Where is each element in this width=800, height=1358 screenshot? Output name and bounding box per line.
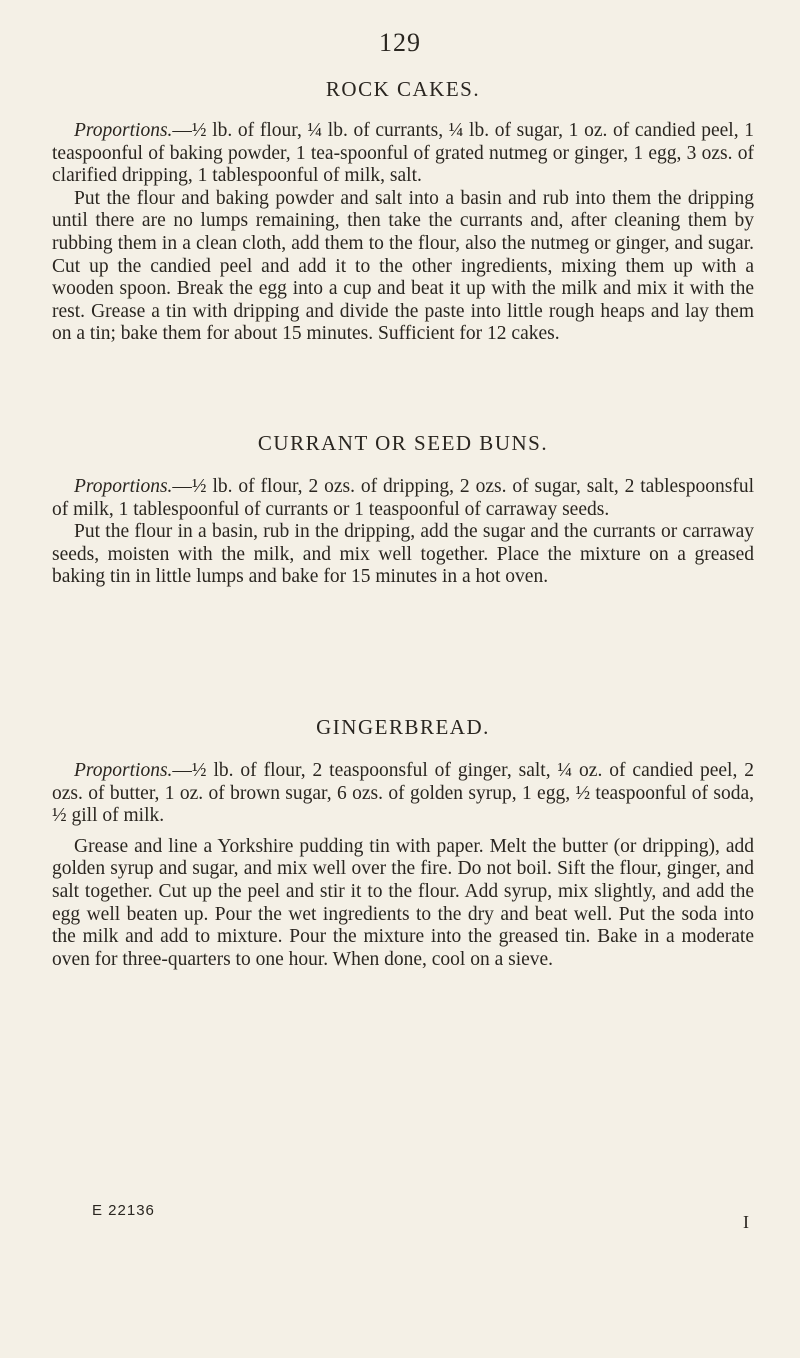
proportions-text: —½ lb. of flour, 2 ozs. of dripping, 2 ozs. of sugar, salt, 2 tablespoonsful of milk, 1 tablespoonful of currants or 1 teaspoonful of carraway seeds. <box>52 476 754 520</box>
proportions-text: —½ lb. of flour, 2 teaspoonsful of ginger, salt, ¼ oz. of candied peel, 2 ozs. of butter, 1 oz. of brown sugar, 6 ozs. of golden syrup, 1 egg, ½ teaspoonful of soda, ½ gill of milk. <box>52 760 754 827</box>
recipe-gingerbread <box>52 714 754 971</box>
signature-mark: I <box>743 1212 749 1232</box>
recipe-title: GINGERBREAD. <box>316 715 490 739</box>
recipe-title: CURRANT OR SEED BUNS. <box>257 431 549 455</box>
recipe-proportions <box>52 760 754 828</box>
recipe-method: Put the flour in a basin, rub in the dripping, add the sugar and the currants or carraway seeds, moisten with the milk, and mix well together. Place the mixture on a greased baking tin in little lumps and bake for 15 minutes in a hot oven. <box>52 521 754 588</box>
proportions-label: Proportions. <box>74 120 173 141</box>
printer-code: E 22136 <box>92 1202 155 1219</box>
recipe-proportions <box>52 120 754 188</box>
page-number: 129 <box>379 28 421 57</box>
recipe-method: Grease and line a Yorkshire pudding tin with paper. Melt the butter (or dripping), add golden syrup and sugar, and mix well over the fire. Do not boil. Sift the flour, ginger, and salt together. Cut up the peel and stir it to the flour. Add syrup, mix slightly, and add the egg well beaten up. Pour the wet ingredients to the dry and beat well. Put the soda into the milk and add to mixture. Pour the mixture into the greased tin. Bake in a moderate oven for three-quarters to one hour. When done, cool on a sieve. <box>52 835 754 970</box>
proportions-label: Proportions. <box>74 760 173 781</box>
recipe-method: Put the flour and baking powder and salt into a basin and rub into them the dripping until there are no lumps remaining, then take the currants and, after cleaning them by rubbing them in a clean cloth, add them to the flour, also the nutmeg or ginger, and sugar. Cut up the candied peel and add it to the other ingredients, mixing them up with a wooden spoon. Break the egg into a cup and beat it up with the milk and mix it with the rest. Grease a tin with dripping and divide the paste into little rough heaps and lay them on a tin; bake them for about 15 minutes. Sufficient for 12 cakes. <box>52 187 754 345</box>
recipe-proportions <box>52 476 754 521</box>
recipe-title: ROCK CAKES. <box>325 77 481 101</box>
proportions-label: Proportions. <box>74 476 173 497</box>
proportions-text: —½ lb. of flour, ¼ lb. of currants, ¼ lb. of sugar, 1 oz. of candied peel, 1 teaspoonful of baking powder, 1 tea-spoonful of grated nutmeg or ginger, 1 egg, 3 ozs. of clarified dripping, 1 tablespoonful of milk, salt. <box>52 120 754 187</box>
recipe-currant-or-seed-buns <box>52 430 754 589</box>
recipe-rock-cakes <box>52 76 754 346</box>
